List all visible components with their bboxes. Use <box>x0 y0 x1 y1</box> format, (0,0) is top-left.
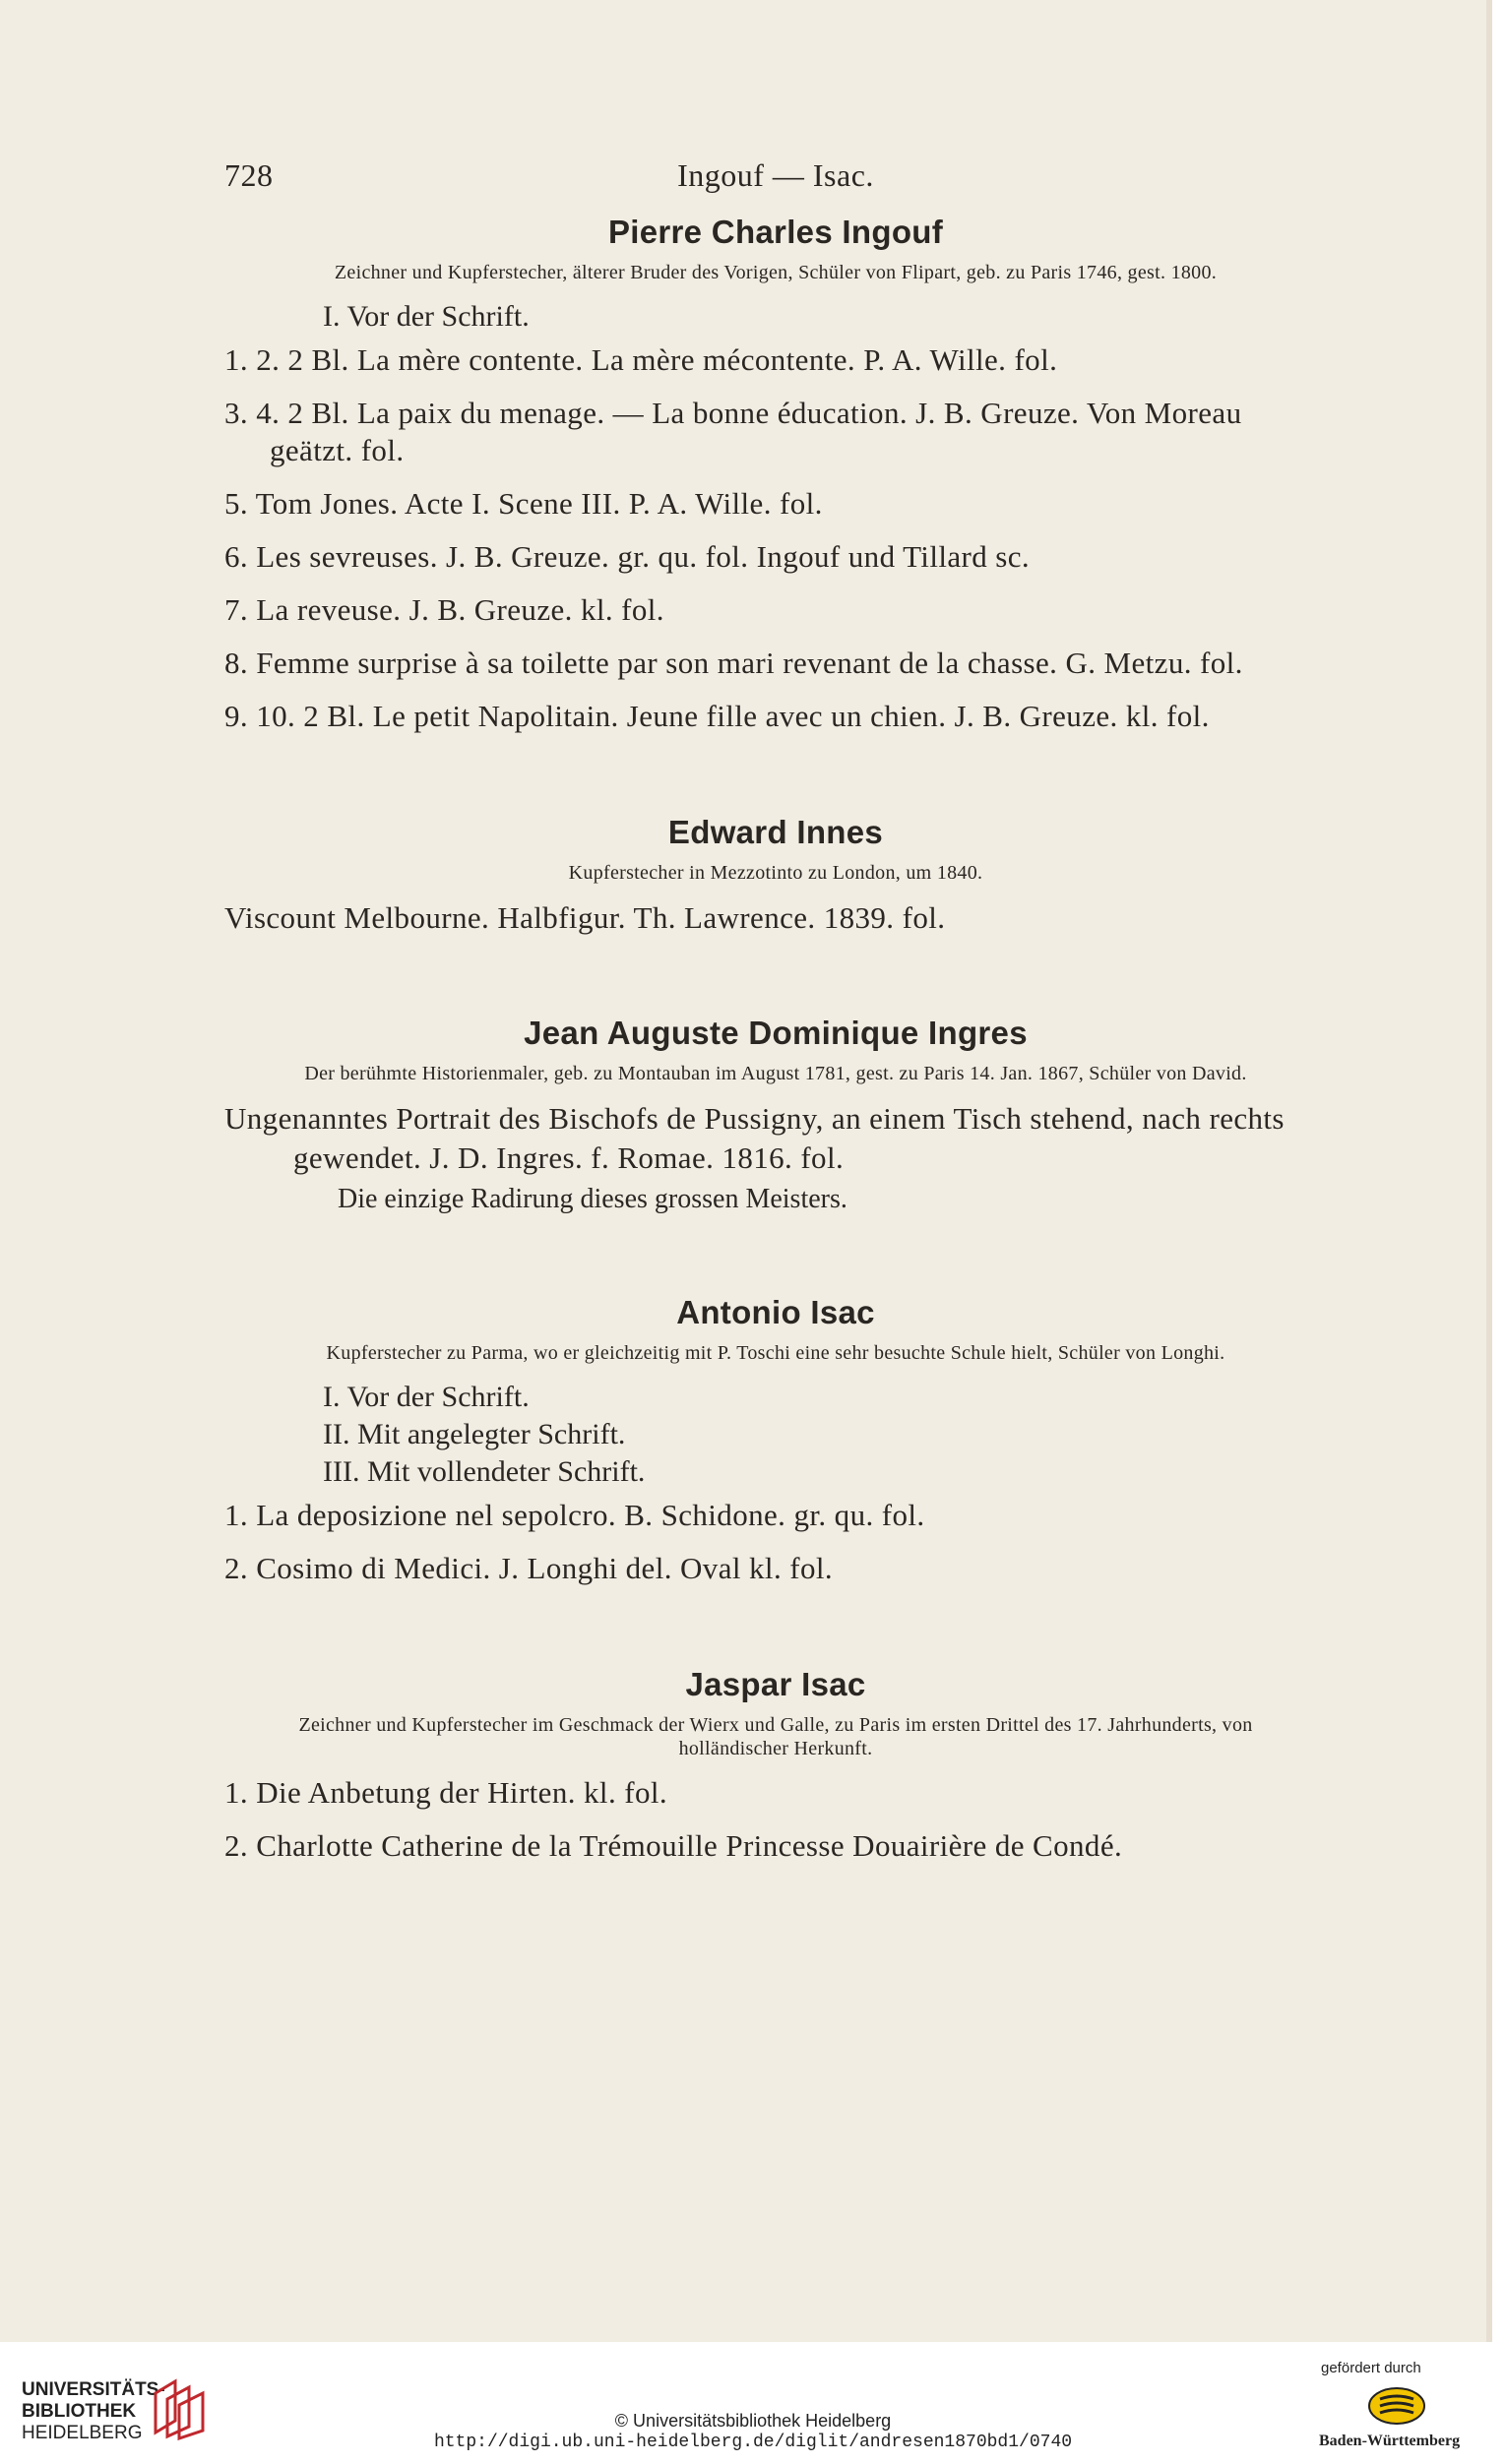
list-item: 2. Cosimo di Medici. J. Longhi del. Oval kl. fol. <box>224 1551 834 1585</box>
section-title: Pierre Charles Ingouf <box>607 214 944 250</box>
list-item: 2. Charlotte Catherine de la Trémouille Princesse Douairière de Condé. <box>224 1828 1123 1863</box>
running-head <box>224 157 1327 194</box>
section-bio: Der berühmte Historienmaler, geb. zu Montauban im August 1781, gest. zu Paris 14. Jan. 1867, Schüler von David. <box>304 1063 1247 1084</box>
section-ingres <box>224 1015 1327 1217</box>
entry-text: Ungenanntes Portrait des Bischofs de Pussigny, an einem Tisch stehend, nach rechts gewendet. J. D. Ingres. f. Romae. 1816. fol. <box>224 1101 1285 1175</box>
running-title: Ingouf — Isac. <box>677 157 874 193</box>
entry-text: Viscount Melbourne. Halbfigur. Th. Lawrence. 1839. fol. <box>224 900 946 935</box>
list-item: 7. La reveuse. J. B. Greuze. kl. fol. <box>224 592 664 627</box>
section-title: Antonio Isac <box>676 1294 875 1330</box>
list-item: 1. 2. 2 Bl. La mère contente. La mère mécontente. P. A. Wille. fol. <box>224 342 1058 377</box>
permalink[interactable]: http://digi.ub.uni-heidelberg.de/diglit/andresen1870bd1/0740 <box>433 2433 1073 2452</box>
funded-by-label: gefördert durch <box>1321 2360 1421 2376</box>
library-logo-text: UNIVERSITÄTS- BIBLIOTHEK HEIDELBERG <box>22 2379 165 2443</box>
section-edward-innes <box>224 814 1327 938</box>
state-line: III. Mit vollendeter Schrift. <box>323 1455 646 1488</box>
page-content <box>224 157 1327 1880</box>
state-line: I. Vor der Schrift. <box>323 300 530 333</box>
entry-list <box>224 1497 1327 1587</box>
section-title: Jaspar Isac <box>685 1666 866 1702</box>
footer <box>0 2342 1506 2464</box>
section-bio: Zeichner und Kupferstecher, älterer Bruder des Vorigen, Schüler von Flipart, geb. zu Paris 1746, gest. 1800. <box>334 262 1218 283</box>
list-item: 3. 4. 2 Bl. La paix du menage. — La bonne éducation. J. B. Greuze. Von Moreau geätzt. fol. <box>224 396 1242 467</box>
section-bio: Kupferstecher zu Parma, wo er gleichzeitig mit P. Toschi eine sehr besuchte Schule hielt, Schüler von Longhi. <box>326 1342 1225 1364</box>
list-item: 8. Femme surprise à sa toilette par son mari revenant de la chasse. G. Metzu. fol. <box>224 646 1243 680</box>
section-title: Jean Auguste Dominique Ingres <box>524 1015 1028 1051</box>
entry-list <box>224 1774 1327 1865</box>
section-jaspar-isac <box>224 1666 1327 1865</box>
coat-of-arms-icon <box>1366 2385 1427 2427</box>
entry-list <box>224 341 1327 735</box>
section-bio: Zeichner und Kupferstecher im Geschmack der Wierx und Galle, zu Paris im ersten Drittel des 17. Jahrhunderts, von holländischer Herkunft. <box>298 1714 1253 1759</box>
list-item: 1. La deposizione nel sepolcro. B. Schidone. gr. qu. fol. <box>224 1498 925 1532</box>
funder-name: Baden-Württemberg <box>1319 2433 1461 2449</box>
state-line: II. Mit angelegter Schrift. <box>323 1418 626 1450</box>
entry-note: Die einzige Radirung dieses grossen Meisters. <box>338 1184 847 1214</box>
list-item: 1. Die Anbetung der Hirten. kl. fol. <box>224 1775 668 1810</box>
state-line: I. Vor der Schrift. <box>323 1381 530 1413</box>
section-antonio-isac <box>224 1294 1327 1587</box>
copyright-text: © Universitätsbibliothek Heidelberg <box>614 2411 892 2431</box>
section-title: Edward Innes <box>667 814 884 850</box>
list-item: 6. Les sevreuses. J. B. Greuze. gr. qu. fol. Ingouf und Tillard sc. <box>224 539 1031 574</box>
section-bio: Kupferstecher in Mezzotinto zu London, um 1840. <box>568 862 983 884</box>
list-item: 5. Tom Jones. Acte I. Scene III. P. A. Wille. fol. <box>224 486 823 521</box>
page-number: 728 <box>224 157 274 193</box>
section-pierre-charles-ingouf <box>224 214 1327 735</box>
list-item: 9. 10. 2 Bl. Le petit Napolitain. Jeune fille avec un chien. J. B. Greuze. kl. fol. <box>224 699 1210 733</box>
